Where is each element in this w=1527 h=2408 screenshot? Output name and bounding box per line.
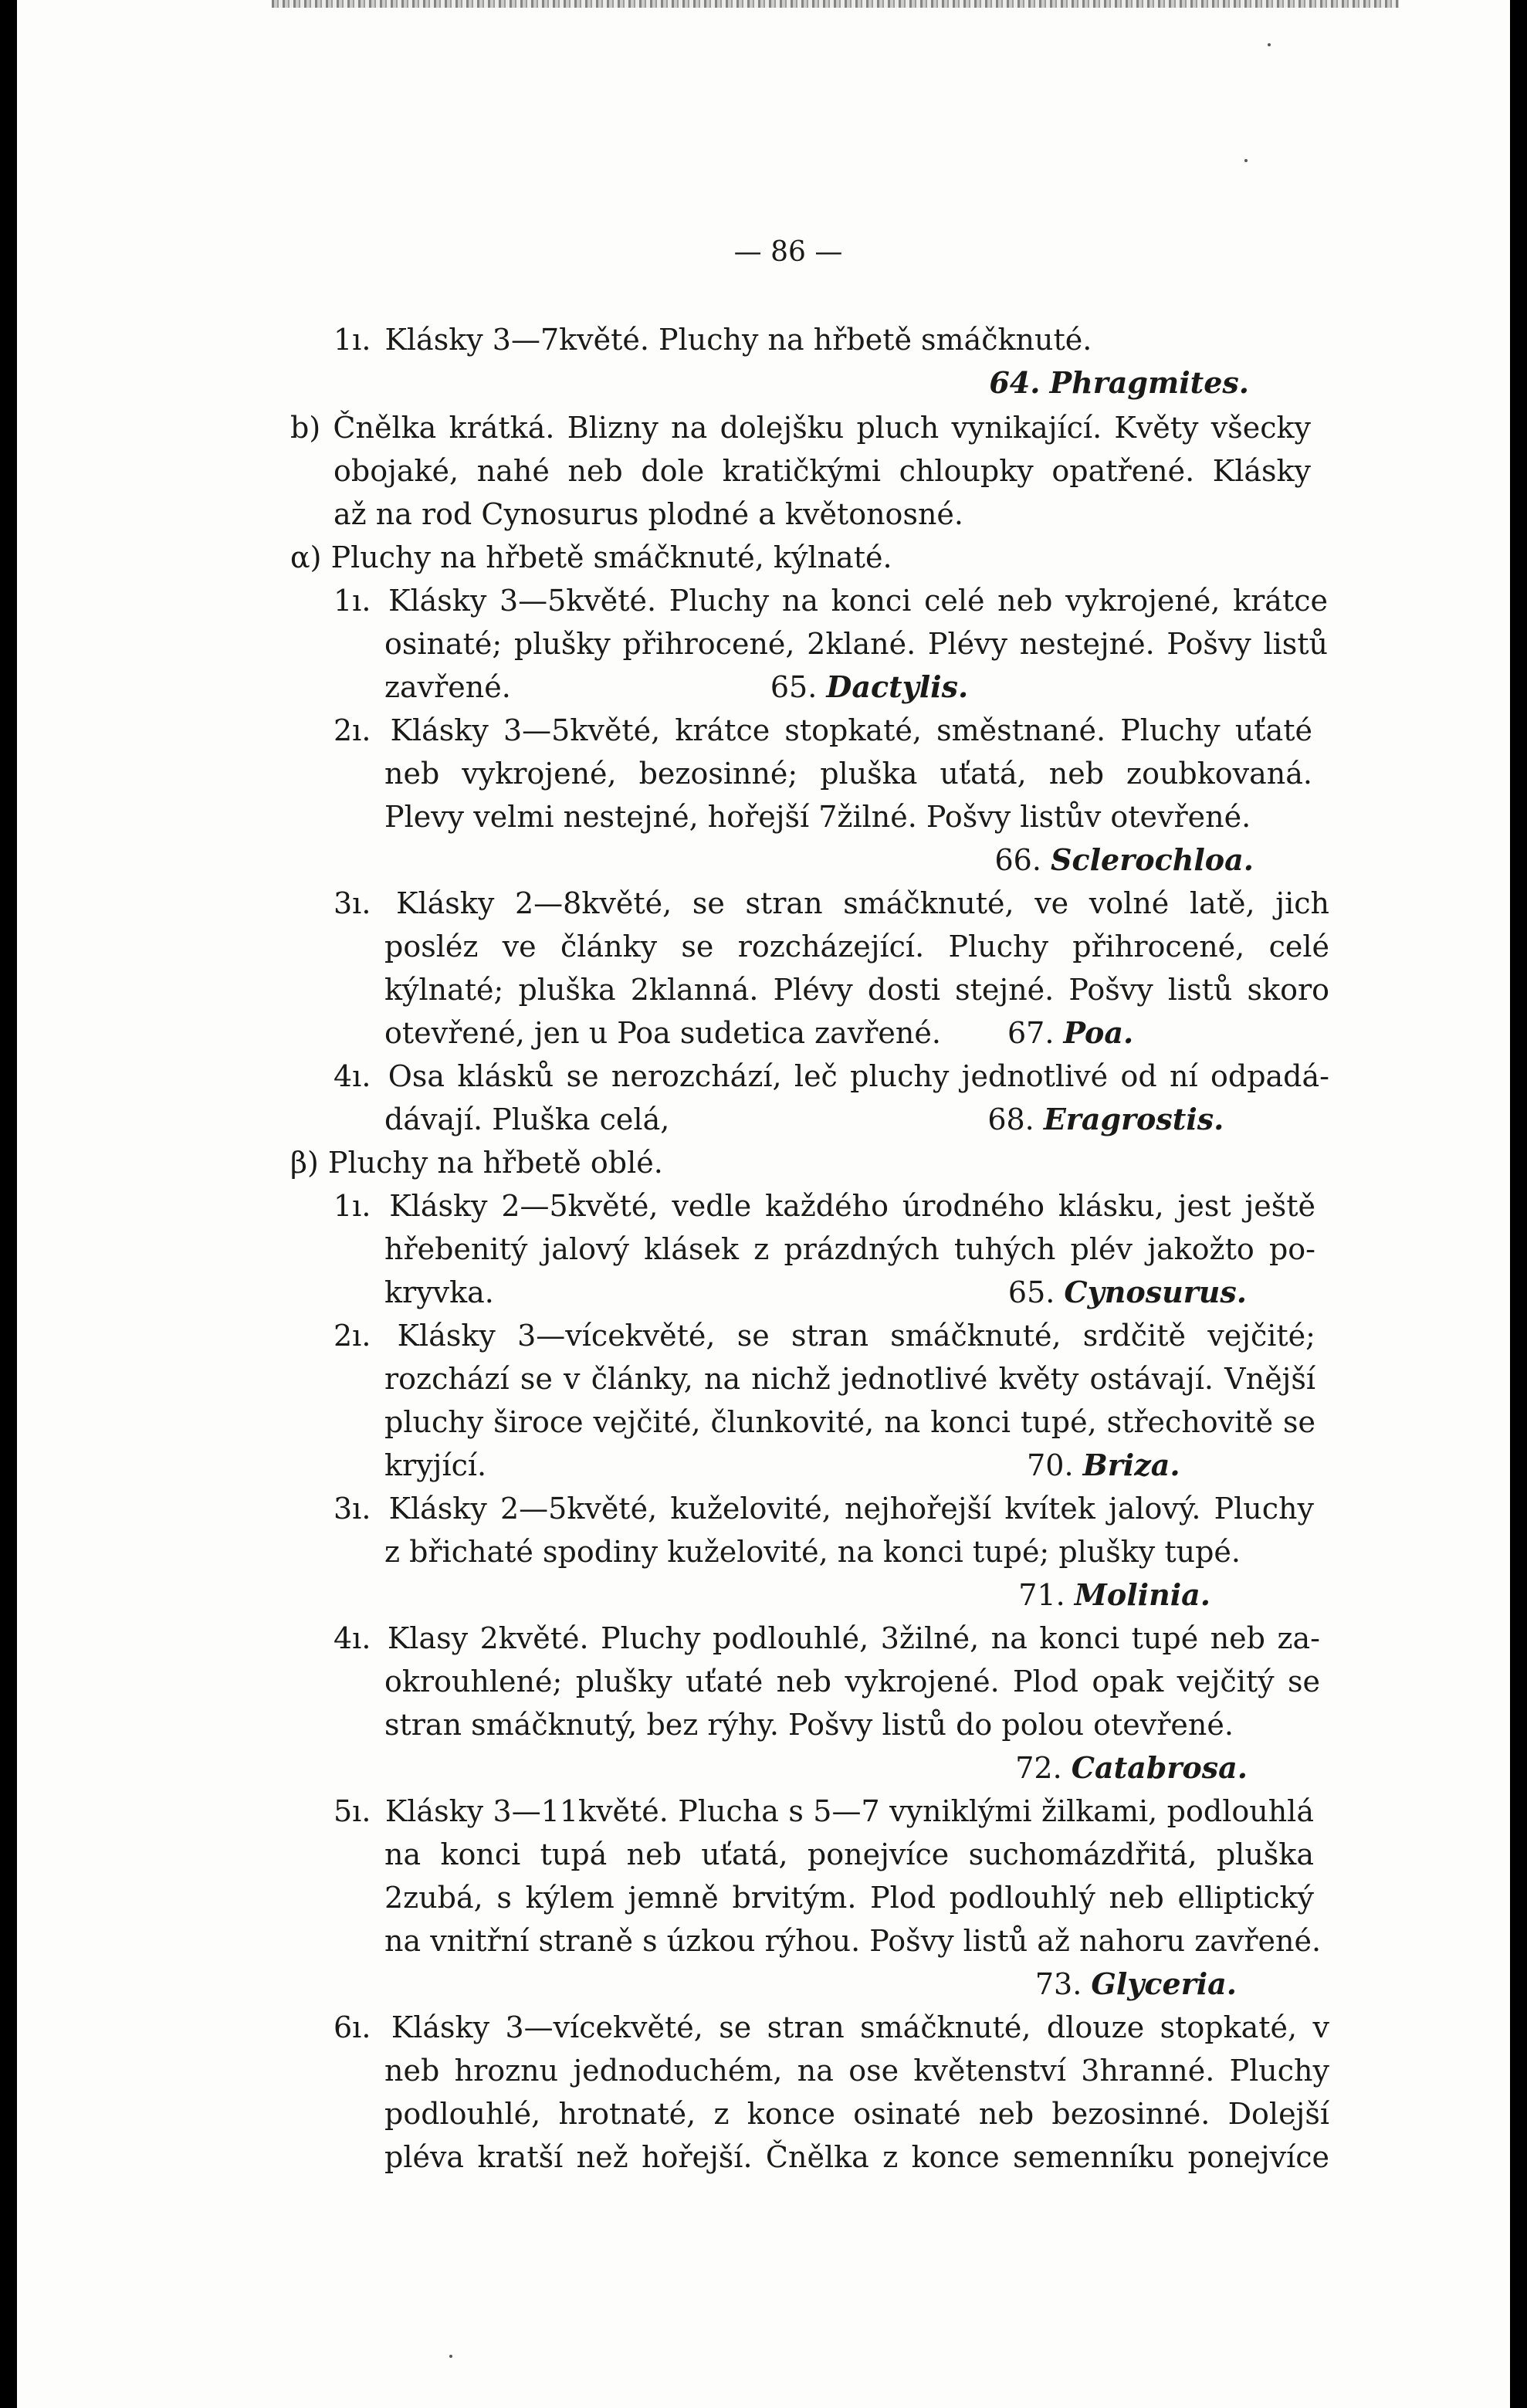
text-line [334, 1055, 1329, 1098]
item-number: 3ı. [334, 1492, 371, 1526]
text-line: osinaté; plušky přihrocené, 2klané. Plévy nestejné. Pošvy listů [384, 627, 1328, 661]
line-text: Klásky 3—vícekvěté, se stran smáčknuté, dlouze stopkaté, v [391, 2010, 1329, 2044]
line-text: otevřené, jen u Poa sudetica zavřené. [384, 1016, 941, 1050]
genus-number: 66. [994, 843, 1041, 877]
line-text: Klásky 2—5květé, kuželovité, nejhořejší kvítek jalový. Pluchy [388, 1492, 1314, 1526]
genus-name: Catabrosa. [1071, 1750, 1248, 1785]
text-line: hřebenitý jalový klásek z prázdných tuhých plév jakožto po- [384, 1232, 1315, 1266]
genus-line [888, 1573, 1210, 1617]
item-number: 5ı. [334, 1794, 371, 1828]
text-line [334, 318, 1092, 361]
genus-number: 65. [1007, 1275, 1055, 1309]
text-line: okrouhlené; plušky uťaté neb vykrojené. Plod opak vejčitý se [384, 1665, 1320, 1698]
text-line: z břichaté spodiny kuželovité, na konci tupé; plušky tupé. [384, 1535, 1241, 1569]
text-line [384, 1444, 1180, 1487]
genus-name: Briza. [1082, 1448, 1180, 1482]
genus-line [888, 361, 1249, 405]
item-number: 1ı. [334, 1189, 371, 1223]
item-number: 1ı. [334, 584, 371, 618]
text-line [334, 2006, 1329, 2049]
line-text: Osa klásků se nerozchází, leč pluchy jednotlivé od ní odpadá- [388, 1059, 1329, 1093]
text-line: 2zubá, s kýlem jemně brvitým. Plod podlouhlý neb elliptický [384, 1881, 1314, 1915]
genus-line [888, 1746, 1248, 1790]
item-number: 6ı. [334, 2010, 371, 2044]
text-line: posléz ve články se rozcházející. Pluchy přihrocené, celé [384, 930, 1329, 964]
genus-number: 68. [987, 1102, 1034, 1136]
item-number: 1ı. [334, 323, 371, 357]
genus-name: Poa. [1063, 1015, 1134, 1050]
text-line: až na rod Cynosurus plodné a květonosné. [334, 497, 963, 531]
text-line [334, 1617, 1320, 1660]
genus-number: 65. [770, 670, 818, 704]
line-text: Klásky 3—5květé. Pluchy na konci celé neb vykrojené, krátce [388, 584, 1328, 618]
scan-speck [1268, 43, 1271, 46]
text-line: na vnitřní straně s úzkou rýhou. Pošvy listů až nahoru zavřené. [384, 1924, 1322, 1958]
text-line [334, 1314, 1315, 1357]
text-line: Plevy velmi nestejné, hořejší 7žilné. Pošvy listův otevřené. [384, 800, 1251, 834]
line-text: Klasy 2květé. Pluchy podlouhlé, 3žilné, na konci tupé neb za- [387, 1621, 1320, 1655]
text-line: stran smáčknutý, bez rýhy. Pošvy listů do polou otevřené. [384, 1708, 1234, 1742]
text-line: neb hroznu jednoduchém, na ose květenství 3hranné. Pluchy [384, 2054, 1329, 2088]
genus-name: Glyceria. [1091, 1966, 1237, 2001]
genus-number: 70. [1027, 1448, 1074, 1482]
text-line: kýlnaté; pluška 2klanná. Plévy dosti stejné. Pošvy listů skoro [384, 973, 1329, 1007]
item-number: 2ı. [334, 1319, 371, 1353]
line-text: Klásky 3—vícekvěté, se stran smáčknuté, srdčitě vejčité; [397, 1319, 1315, 1353]
genus-name: Sclerochloa. [1051, 842, 1254, 877]
page-number: — 86 — [733, 236, 843, 268]
text-line [384, 1098, 1224, 1141]
text-line [384, 1011, 1133, 1055]
text-line [384, 1271, 1247, 1314]
genus-name: Dactylis. [826, 669, 969, 704]
genus-name: Eragrostis. [1043, 1102, 1224, 1136]
line-text: dávají. Pluška celá, [384, 1102, 670, 1136]
text-line: na konci tupá neb uťatá, ponejvíce suchomázdřitá, pluška [384, 1837, 1314, 1871]
genus-number: 72. [1015, 1751, 1062, 1785]
line-text: kryjící. [384, 1448, 487, 1482]
line-text: kryvka. [384, 1275, 494, 1309]
text-line [334, 709, 1312, 752]
top-edge-scan-noise [272, 0, 1399, 8]
text-line: β) Pluchy na hřbetě oblé. [290, 1146, 663, 1180]
text-line: b) Čnělka krátká. Blizny na dolejšku pluch vynikající. Květy všecky [290, 411, 1311, 445]
genus-name: Molinia. [1074, 1577, 1210, 1612]
text-line: obojaké, nahé neb dole kratičkými chloupky opatřené. Klásky [334, 454, 1311, 488]
genus-number: 73. [1034, 1967, 1082, 2001]
text-line [334, 1184, 1315, 1228]
line-text: Klásky 3—5květé, krátce stopkaté, směstnané. Pluchy uťaté [390, 713, 1312, 747]
item-number: 4ı. [334, 1621, 371, 1655]
line-text: Klásky 3—7květé. Pluchy na hřbetě smáčknuté. [384, 323, 1092, 357]
genus-line [888, 838, 1254, 882]
text-line [384, 666, 968, 709]
text-line: pléva kratší než hořejší. Čnělka z konce semenníku ponejvíce [384, 2140, 1329, 2174]
item-number: 3ı. [334, 886, 371, 920]
text-line [334, 579, 1328, 622]
text-line [334, 1790, 1314, 1833]
line-text: Klásky 3—11květé. Plucha s 5—7 vyniklými žilkami, podlouhlá [384, 1794, 1314, 1828]
text-line [334, 882, 1329, 925]
text-line: neb vykrojené, bezosinné; pluška uťatá, neb zoubkovaná. [384, 757, 1312, 791]
item-number: 4ı. [334, 1059, 371, 1093]
line-text: zavřené. [384, 670, 511, 704]
text-line: rozchází se v články, na nichž jednotlivé květy ostávají. Vnější [384, 1362, 1315, 1396]
genus-name: Cynosurus. [1064, 1275, 1248, 1309]
line-text: Klásky 2—8květé, se stran smáčknuté, ve volné latě, jich [396, 886, 1329, 920]
scan-speck [449, 2355, 452, 2358]
text-line: α) Pluchy na hřbetě smáčknuté, kýlnaté. [290, 540, 892, 574]
genus-number: 71. [1018, 1578, 1065, 1612]
genus-number: 64. [989, 365, 1041, 400]
genus-line [888, 1963, 1237, 2006]
text-line: pluchy široce vejčité, člunkovité, na konci tupé, střechovitě se [384, 1405, 1315, 1439]
genus-number: 67. [1007, 1016, 1055, 1050]
text-line [334, 1487, 1314, 1530]
genus-name: Phragmites. [1049, 365, 1249, 400]
text-line: podlouhlé, hrotnaté, z konce osinaté neb bezosinné. Dolejší [384, 2097, 1329, 2131]
item-number: 2ı. [334, 713, 371, 747]
line-text: Klásky 2—5květé, vedle každého úrodného klásku, jest ještě [389, 1189, 1315, 1223]
scan-speck [1244, 159, 1248, 162]
